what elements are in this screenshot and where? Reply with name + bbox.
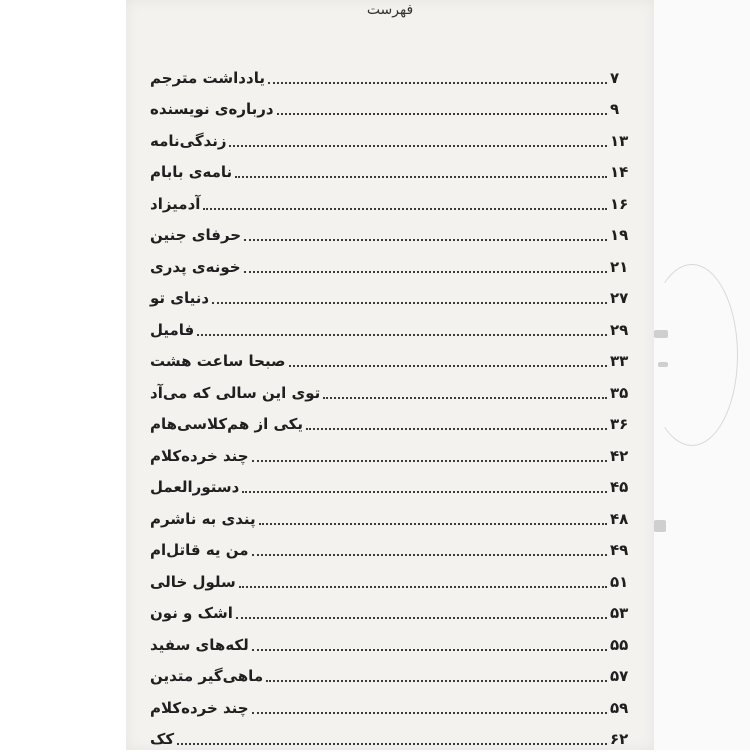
toc-entry-title: صبحا ساعت هشت	[146, 352, 286, 370]
toc-entry	[146, 440, 644, 472]
toc-dot-leader	[306, 428, 607, 430]
toc-dot-leader	[259, 523, 607, 525]
toc-entry-page-number: ۴۵	[610, 478, 644, 496]
toc-entry-title: حرفای جنین	[146, 226, 241, 244]
toc-dot-leader	[212, 302, 607, 304]
toc-entry-page-number: ۲۱	[610, 258, 644, 276]
toc-dot-leader	[242, 491, 607, 493]
toc-title: فهرست	[126, 2, 654, 18]
toc-entry-title: دستورالعمل	[146, 478, 239, 496]
toc-entry	[146, 314, 644, 346]
toc-entry	[146, 724, 644, 755]
toc-dot-leader	[203, 208, 607, 210]
toc-dot-leader	[239, 586, 607, 588]
toc-entry-page-number: ۵۵	[610, 636, 644, 654]
toc-entry-title: سلول خالی	[146, 573, 236, 591]
toc-dot-leader	[244, 271, 607, 273]
toc-entry-page-number: ۷	[610, 69, 644, 87]
toc-entry-title: من یه قاتل‌ام	[146, 541, 249, 559]
toc-entry-page-number: ۵۷	[610, 667, 644, 685]
toc-entry-title: فامیل	[146, 321, 194, 339]
toc-dot-leader	[289, 365, 607, 367]
toc-dot-leader	[252, 712, 607, 714]
toc-entry-title: چند خرده‌کلام	[146, 699, 249, 717]
toc-dot-leader	[244, 239, 607, 241]
toc-entry-title: کک	[146, 730, 174, 748]
toc-entry-page-number: ۴۹	[610, 541, 644, 559]
toc-entry-title: یکی از هم‌کلاسی‌هام	[146, 415, 303, 433]
toc-entry-title: اشک و نون	[146, 604, 233, 622]
toc-entry-page-number: ۶۲	[610, 730, 644, 748]
toc-entry	[146, 661, 644, 693]
toc-entry-page-number: ۲۹	[610, 321, 644, 339]
facing-page-mark	[654, 520, 666, 532]
toc-entry	[146, 346, 644, 378]
toc-entry	[146, 629, 644, 661]
facing-page-mark	[658, 362, 668, 367]
toc-entry	[146, 598, 644, 630]
toc-entry	[146, 503, 644, 535]
toc-dot-leader	[177, 743, 607, 745]
toc-entry-title: نامه‌ی بابام	[146, 163, 232, 181]
toc-dot-leader	[323, 397, 607, 399]
toc-entry-title: آدمیزاد	[146, 195, 200, 213]
toc-entry-page-number: ۹	[610, 100, 644, 118]
toc-entry	[146, 188, 644, 220]
toc-entry	[146, 94, 644, 126]
toc-entry	[146, 535, 644, 567]
toc-entry-title: زندگی‌نامه	[146, 132, 226, 150]
toc-entry-page-number: ۱۹	[610, 226, 644, 244]
toc-entry-page-number: ۳۵	[610, 384, 644, 402]
toc-entry-title: توی این سالی که می‌آد	[146, 384, 320, 402]
toc-dot-leader	[252, 554, 607, 556]
toc-dot-leader	[277, 113, 607, 115]
toc-dot-leader	[236, 617, 607, 619]
toc-dot-leader	[229, 145, 607, 147]
toc-entry-page-number: ۱۴	[610, 163, 644, 181]
toc-entry	[146, 566, 644, 598]
toc-entry	[146, 283, 644, 315]
toc-dot-leader	[235, 176, 607, 178]
toc-entry-page-number: ۳۶	[610, 415, 644, 433]
toc-entry-page-number: ۲۷	[610, 289, 644, 307]
toc-entry-title: ماهی‌گیر متدین	[146, 667, 263, 685]
toc-entry	[146, 409, 644, 441]
toc-list	[146, 62, 644, 755]
toc-entry-page-number: ۴۸	[610, 510, 644, 528]
toc-entry	[146, 157, 644, 189]
toc-dot-leader	[268, 82, 607, 84]
toc-entry-page-number: ۳۳	[610, 352, 644, 370]
toc-entry-title: پندی به ناشرم	[146, 510, 256, 528]
toc-entry	[146, 220, 644, 252]
toc-dot-leader	[197, 334, 607, 336]
toc-entry-page-number: ۴۲	[610, 447, 644, 465]
toc-entry-title: دنیای تو	[146, 289, 209, 307]
toc-entry-page-number: ۵۳	[610, 604, 644, 622]
toc-entry-page-number: ۵۱	[610, 573, 644, 591]
toc-entry-title: چند خرده‌کلام	[146, 447, 249, 465]
toc-entry-page-number: ۱۳	[610, 132, 644, 150]
toc-entry	[146, 692, 644, 724]
toc-dot-leader	[266, 680, 607, 682]
toc-entry	[146, 125, 644, 157]
toc-entry-title: درباره‌ی نویسنده	[146, 100, 274, 118]
toc-dot-leader	[252, 460, 607, 462]
toc-entry	[146, 251, 644, 283]
toc-entry	[146, 472, 644, 504]
toc-entry-page-number: ۱۶	[610, 195, 644, 213]
toc-entry-title: لکه‌های سفید	[146, 636, 249, 654]
toc-entry	[146, 62, 644, 94]
toc-entry	[146, 377, 644, 409]
toc-entry-title: خونه‌ی پدری	[146, 258, 241, 276]
toc-dot-leader	[252, 649, 607, 651]
facing-page-curve	[646, 264, 738, 446]
toc-entry-page-number: ۵۹	[610, 699, 644, 717]
toc-entry-title: یادداشت مترجم	[146, 69, 265, 87]
facing-page-mark	[654, 330, 668, 338]
